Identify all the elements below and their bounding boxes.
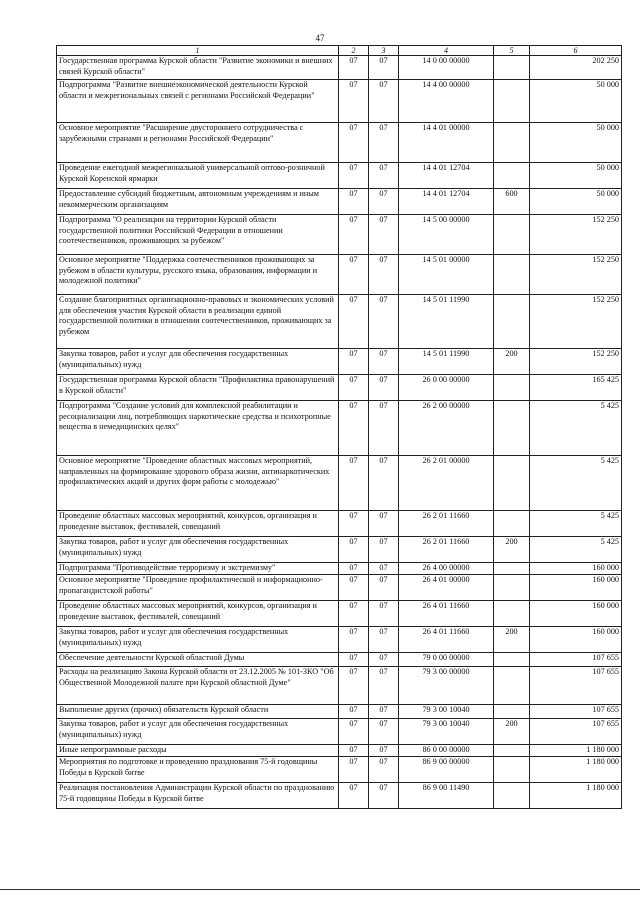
row-name: Обеспечение деятельности Курской областной Думы: [57, 653, 339, 667]
row-section: 07: [339, 601, 369, 627]
row-expense-type: [494, 667, 530, 705]
table-row: [57, 215, 622, 255]
row-amount: 152 250: [530, 255, 622, 295]
row-name: Основное мероприятие "Поддержка соотечественников проживающих за рубежом в области культуры, русского языка, образования, информации и молодежной политики": [57, 255, 339, 295]
row-subsection: 07: [369, 123, 399, 163]
row-expense-type: [494, 163, 530, 189]
row-target-code: 26 2 01 11660: [399, 511, 494, 537]
row-target-code: 26 2 01 00000: [399, 456, 494, 511]
row-section: 07: [339, 163, 369, 189]
row-amount: 160 000: [530, 575, 622, 601]
row-target-code: 26 4 01 11660: [399, 627, 494, 653]
table-row: [57, 563, 622, 575]
page-bottom-rule: [0, 889, 640, 890]
row-expense-type: [494, 401, 530, 456]
row-name: Проведение областных массовых мероприятий, конкурсов, организация и проведение выставок, фестивалей, совещаний: [57, 601, 339, 627]
row-section: 07: [339, 80, 369, 123]
row-name: Подпрограмма "Развитие внешнеэкономической деятельности Курской области и межрегиональных связей с регионами Российской Федерации": [57, 80, 339, 123]
row-expense-type: [494, 783, 530, 809]
row-section: 07: [339, 123, 369, 163]
row-name: Основное мероприятие "Проведение профилактической и информационно-пропагандистской работы": [57, 575, 339, 601]
table-row: [57, 653, 622, 667]
table-row: [57, 511, 622, 537]
row-target-code: 26 0 00 00000: [399, 375, 494, 401]
header-target-code: 4: [399, 46, 494, 56]
row-subsection: 07: [369, 80, 399, 123]
row-name: Закупка товаров, работ и услуг для обеспечения государственных (муниципальных) нужд: [57, 627, 339, 653]
row-expense-type: [494, 601, 530, 627]
row-expense-type: [494, 757, 530, 783]
row-name: Расходы на реализацию Закона Курской области от 23.12.2005 № 101-ЗКО "Об Общественной Молодежной палате при Курской областной Думе": [57, 667, 339, 705]
row-amount: 152 250: [530, 295, 622, 349]
table-row: [57, 456, 622, 511]
row-amount: 1 180 000: [530, 745, 622, 757]
row-amount: 50 000: [530, 189, 622, 215]
table-row: [57, 719, 622, 745]
row-expense-type: [494, 745, 530, 757]
row-expense-type: [494, 705, 530, 719]
row-subsection: 07: [369, 627, 399, 653]
row-amount: 107 655: [530, 653, 622, 667]
row-target-code: 26 2 01 11660: [399, 537, 494, 563]
row-target-code: 14 4 01 12704: [399, 163, 494, 189]
row-amount: 5 425: [530, 537, 622, 563]
row-amount: 107 655: [530, 719, 622, 745]
row-subsection: 07: [369, 745, 399, 757]
row-amount: 165 425: [530, 375, 622, 401]
table-row: [57, 295, 622, 349]
row-subsection: 07: [369, 401, 399, 456]
row-name: Основное мероприятие "Проведение областных массовых мероприятий, направленных на формирование здорового образа жизни, антинаркотических профилактических акций и других форм работы с молодежью": [57, 456, 339, 511]
row-section: 07: [339, 401, 369, 456]
page-number: 47: [315, 33, 325, 43]
table-row: [57, 745, 622, 757]
row-amount: 107 655: [530, 705, 622, 719]
row-amount: 50 000: [530, 123, 622, 163]
row-section: 07: [339, 705, 369, 719]
row-amount: 50 000: [530, 163, 622, 189]
table-row: [57, 123, 622, 163]
row-subsection: 07: [369, 56, 399, 80]
row-section: 07: [339, 537, 369, 563]
row-target-code: 79 3 00 00000: [399, 667, 494, 705]
row-section: 07: [339, 255, 369, 295]
row-name: Подпрограмма "Противодействие терроризму и экстремизму": [57, 563, 339, 575]
row-name: Государственная программа Курской области "Развитие экономики и внешних связей Курской области": [57, 56, 339, 80]
row-expense-type: [494, 215, 530, 255]
row-amount: 5 425: [530, 401, 622, 456]
row-name: Мероприятия по подготовке и проведению празднования 75-й годовщины Победы в Курской битве: [57, 757, 339, 783]
header-amount: 6: [530, 46, 622, 56]
row-name: Проведение ежегодной межрегиональной универсальной оптово-розничной Курской Коренской ярмарки: [57, 163, 339, 189]
row-amount: 160 000: [530, 601, 622, 627]
row-subsection: 07: [369, 349, 399, 375]
row-section: 07: [339, 456, 369, 511]
row-target-code: 14 4 01 00000: [399, 123, 494, 163]
row-expense-type: [494, 511, 530, 537]
row-name: Проведение областных массовых мероприятий, конкурсов, организация и проведение выставок, фестивалей, совещаний: [57, 511, 339, 537]
row-target-code: 79 0 00 00000: [399, 653, 494, 667]
row-target-code: 79 3 00 10040: [399, 719, 494, 745]
row-section: 07: [339, 563, 369, 575]
row-target-code: 26 4 01 11660: [399, 601, 494, 627]
row-subsection: 07: [369, 511, 399, 537]
row-subsection: 07: [369, 575, 399, 601]
row-section: 07: [339, 745, 369, 757]
row-section: 07: [339, 511, 369, 537]
row-name: Реализация постановления Администрации Курской области по празднованию 75-й годовщины Победы в Курской битве: [57, 783, 339, 809]
table-row: [57, 80, 622, 123]
row-name: Основное мероприятие "Расширение двустороннего сотрудничества с зарубежными странами и регионами Российской Федерации": [57, 123, 339, 163]
table-row: [57, 667, 622, 705]
table-row: [57, 757, 622, 783]
row-name: Закупка товаров, работ и услуг для обеспечения государственных (муниципальных) нужд: [57, 349, 339, 375]
table-row: [57, 575, 622, 601]
row-section: 07: [339, 627, 369, 653]
row-subsection: 07: [369, 537, 399, 563]
row-subsection: 07: [369, 189, 399, 215]
row-expense-type: 600: [494, 189, 530, 215]
row-target-code: 14 4 01 12704: [399, 189, 494, 215]
row-target-code: 86 0 00 00000: [399, 745, 494, 757]
row-name: Иные непрограммные расходы: [57, 745, 339, 757]
row-target-code: 14 0 00 00000: [399, 56, 494, 80]
row-target-code: 14 5 00 00000: [399, 215, 494, 255]
row-subsection: 07: [369, 255, 399, 295]
table-row: [57, 349, 622, 375]
row-section: 07: [339, 375, 369, 401]
row-name: Закупка товаров, работ и услуг для обеспечения государственных (муниципальных) нужд: [57, 537, 339, 563]
table-row: [57, 537, 622, 563]
row-subsection: 07: [369, 757, 399, 783]
row-subsection: 07: [369, 783, 399, 809]
row-subsection: 07: [369, 653, 399, 667]
table-row: [57, 401, 622, 456]
row-target-code: 14 5 01 00000: [399, 255, 494, 295]
row-expense-type: [494, 56, 530, 80]
header-name: 1: [57, 46, 339, 56]
row-section: 07: [339, 56, 369, 80]
row-section: 07: [339, 575, 369, 601]
row-expense-type: 200: [494, 537, 530, 563]
row-section: 07: [339, 215, 369, 255]
header-subsection: 3: [369, 46, 399, 56]
row-amount: 152 250: [530, 349, 622, 375]
row-section: 07: [339, 667, 369, 705]
row-name: Подпрограмма "О реализации на территории Курской области государственной политики Российской Федерации в отношении соотечественников, проживающих за рубежом": [57, 215, 339, 255]
row-target-code: 26 4 00 00000: [399, 563, 494, 575]
row-expense-type: [494, 80, 530, 123]
row-expense-type: [494, 255, 530, 295]
table-row: [57, 705, 622, 719]
row-amount: 1 180 000: [530, 757, 622, 783]
table-header-row: [57, 46, 622, 56]
row-amount: 107 655: [530, 667, 622, 705]
row-target-code: 26 4 01 00000: [399, 575, 494, 601]
row-subsection: 07: [369, 163, 399, 189]
row-subsection: 07: [369, 456, 399, 511]
row-amount: 5 425: [530, 456, 622, 511]
row-section: 07: [339, 783, 369, 809]
row-subsection: 07: [369, 563, 399, 575]
table-row: [57, 56, 622, 80]
row-amount: 50 000: [530, 80, 622, 123]
row-expense-type: [494, 123, 530, 163]
row-section: 07: [339, 719, 369, 745]
header-section: 2: [339, 46, 369, 56]
row-name: Создание благоприятных организационно-правовых и экономических условий для обеспечения участия Курской области в реализации единой государственной политики в отношении соотечественников, проживающих за рубежом: [57, 295, 339, 349]
row-expense-type: [494, 456, 530, 511]
row-expense-type: [494, 653, 530, 667]
row-subsection: 07: [369, 601, 399, 627]
table-row: [57, 255, 622, 295]
row-name: Закупка товаров, работ и услуг для обеспечения государственных (муниципальных) нужд: [57, 719, 339, 745]
row-expense-type: [494, 563, 530, 575]
row-section: 07: [339, 757, 369, 783]
row-expense-type: 200: [494, 627, 530, 653]
row-name: Подпрограмма "Создание условий для комплексной реабилитации и ресоциализации лиц, потребляющих наркотические средства и психотропные вещества в немедицинских целях": [57, 401, 339, 456]
row-amount: 202 250: [530, 56, 622, 80]
row-amount: 1 180 000: [530, 783, 622, 809]
row-subsection: 07: [369, 705, 399, 719]
row-amount: 5 425: [530, 511, 622, 537]
row-name: Выполнение других (прочих) обязательств Курской области: [57, 705, 339, 719]
row-target-code: 86 9 00 00000: [399, 757, 494, 783]
row-subsection: 07: [369, 667, 399, 705]
row-expense-type: [494, 375, 530, 401]
table-row: [57, 601, 622, 627]
row-target-code: 79 3 00 10040: [399, 705, 494, 719]
row-target-code: 14 5 01 11990: [399, 349, 494, 375]
row-expense-type: 200: [494, 349, 530, 375]
table-row: [57, 783, 622, 809]
row-name: Предоставление субсидий бюджетным, автономным учреждениям и иным некоммерческим организациям: [57, 189, 339, 215]
row-subsection: 07: [369, 215, 399, 255]
row-expense-type: [494, 295, 530, 349]
row-target-code: 14 4 00 00000: [399, 80, 494, 123]
row-amount: 152 250: [530, 215, 622, 255]
row-section: 07: [339, 189, 369, 215]
row-subsection: 07: [369, 295, 399, 349]
row-subsection: 07: [369, 719, 399, 745]
row-amount: 160 000: [530, 627, 622, 653]
row-expense-type: 200: [494, 719, 530, 745]
row-section: 07: [339, 349, 369, 375]
row-expense-type: [494, 575, 530, 601]
row-name: Государственная программа Курской области "Профилактика правонарушений в Курской области": [57, 375, 339, 401]
row-target-code: 86 9 00 11490: [399, 783, 494, 809]
row-target-code: 26 2 00 00000: [399, 401, 494, 456]
header-expense-type: 5: [494, 46, 530, 56]
table-row: [57, 163, 622, 189]
row-amount: 160 000: [530, 563, 622, 575]
table-row: [57, 375, 622, 401]
row-section: 07: [339, 653, 369, 667]
row-target-code: 14 5 01 11990: [399, 295, 494, 349]
budget-table: [56, 45, 622, 809]
row-subsection: 07: [369, 375, 399, 401]
table-row: [57, 627, 622, 653]
row-section: 07: [339, 295, 369, 349]
table-row: [57, 189, 622, 215]
